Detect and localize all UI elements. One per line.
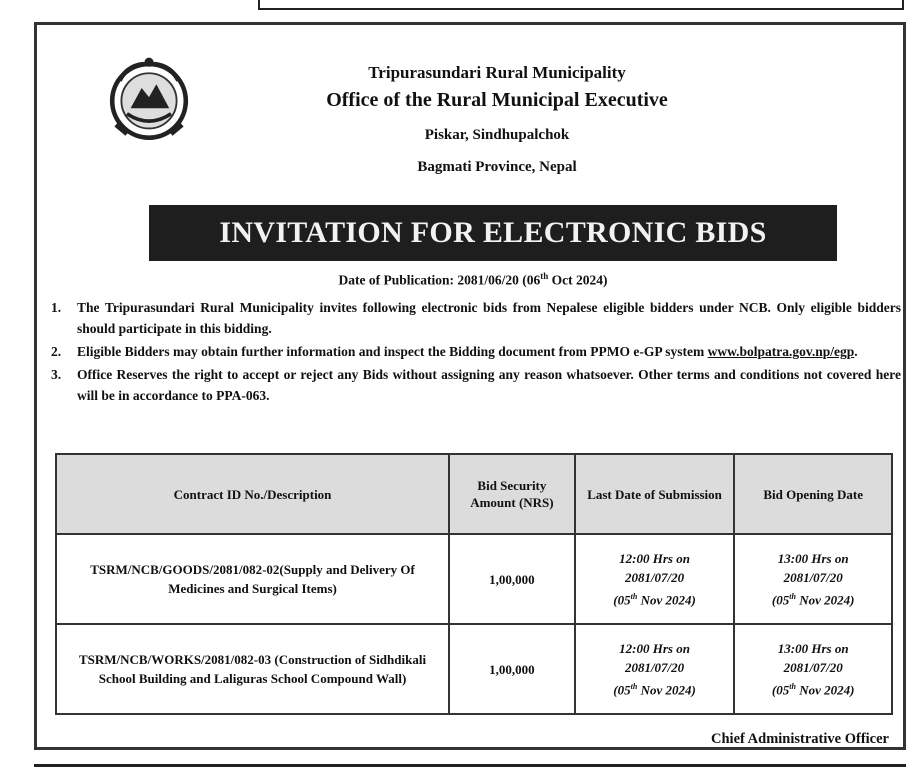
deadline-date: 2081/07/20 [624, 659, 685, 675]
bid-security-amount: 1,00,000 [449, 534, 575, 624]
bottom-border-rule [34, 764, 906, 774]
egp-portal-link[interactable]: www.bolpatra.gov.np/egp [707, 344, 855, 359]
column-header: Contract ID No./Description [56, 454, 449, 534]
column-header: Last Date of Submission [575, 454, 735, 534]
notice-point [51, 341, 901, 362]
notice-point [51, 364, 901, 406]
office-name: Office of the Rural Municipal Executive [326, 89, 668, 111]
deadline-time: 12:00 Hrs on [619, 550, 690, 566]
bid-notice [34, 22, 906, 750]
opening-date [734, 534, 892, 624]
table-row [56, 534, 892, 624]
opening-date-nepali: 2081/07/20 [783, 659, 843, 675]
notice-points [51, 297, 901, 408]
municipality-name: Tripurasundari Rural Municipality [368, 63, 626, 82]
point-text: The Tripurasundari Rural Municipality invites following electronic bids from Nepalese eligible bidders under NCB. Only eligible bidders should participate in this bidding. [77, 300, 901, 336]
bids-table [55, 453, 893, 715]
deadline-time: 12:00 Hrs on [619, 640, 690, 656]
submission-deadline [575, 534, 735, 624]
office-location: Piskar, Sindhupalchok [424, 127, 570, 143]
opening-date-english: (05th Nov 2024) [771, 591, 855, 608]
top-border-rule [258, 0, 904, 10]
point-number: 3. [51, 367, 62, 382]
column-header: Bid Opening Date [734, 454, 892, 534]
point-number: 2. [51, 344, 62, 359]
table-header-row [56, 454, 892, 534]
submission-deadline [575, 624, 735, 714]
deadline-date: 2081/07/20 [624, 569, 685, 585]
contract-description: TSRM/NCB/WORKS/2081/082-03 (Construction of Sidhdikali School Building and Laliguras School Compound Wall) [56, 624, 449, 714]
column-header: Bid Security Amount (NRS) [449, 454, 575, 534]
opening-time: 13:00 Hrs on [777, 550, 849, 566]
bid-security-amount: 1,00,000 [449, 624, 575, 714]
opening-date-english: (05th Nov 2024) [771, 681, 855, 698]
table-row [56, 624, 892, 714]
point-text-end: . [854, 344, 858, 359]
publication-date-main: Date of Publication: 2081/06/20 (06 [338, 272, 541, 288]
deadline-date-english: (05th Nov 2024) [613, 591, 696, 608]
point-text: Office Reserves the right to accept or reject any Bids without assigning any reason whatsoever. Other terms and conditions not covered here will be in accordance to PPA-063. [77, 367, 901, 403]
nepal-government-emblem-icon [103, 53, 195, 145]
opening-time: 13:00 Hrs on [777, 640, 849, 656]
province-name: Bagmati Province, Nepal [417, 159, 577, 175]
publication-date [37, 271, 909, 289]
publication-date-rest: Oct 2024) [548, 272, 608, 288]
point-number: 1. [51, 300, 62, 315]
contract-description: TSRM/NCB/GOODS/2081/082-02(Supply and Delivery Of Medicines and Surgical Items) [56, 534, 449, 624]
signatory-title: Chief Administrative Officer [711, 731, 889, 747]
publication-date-ordinal: th [540, 271, 549, 281]
notice-title-banner: INVITATION FOR ELECTRONIC BIDS [149, 205, 837, 261]
opening-date [734, 624, 892, 714]
opening-date-nepali: 2081/07/20 [783, 569, 843, 585]
deadline-date-english: (05th Nov 2024) [613, 681, 696, 698]
notice-point [51, 297, 901, 339]
point-text: Eligible Bidders may obtain further information and inspect the Bidding document from PPMO e-GP system [77, 344, 708, 359]
